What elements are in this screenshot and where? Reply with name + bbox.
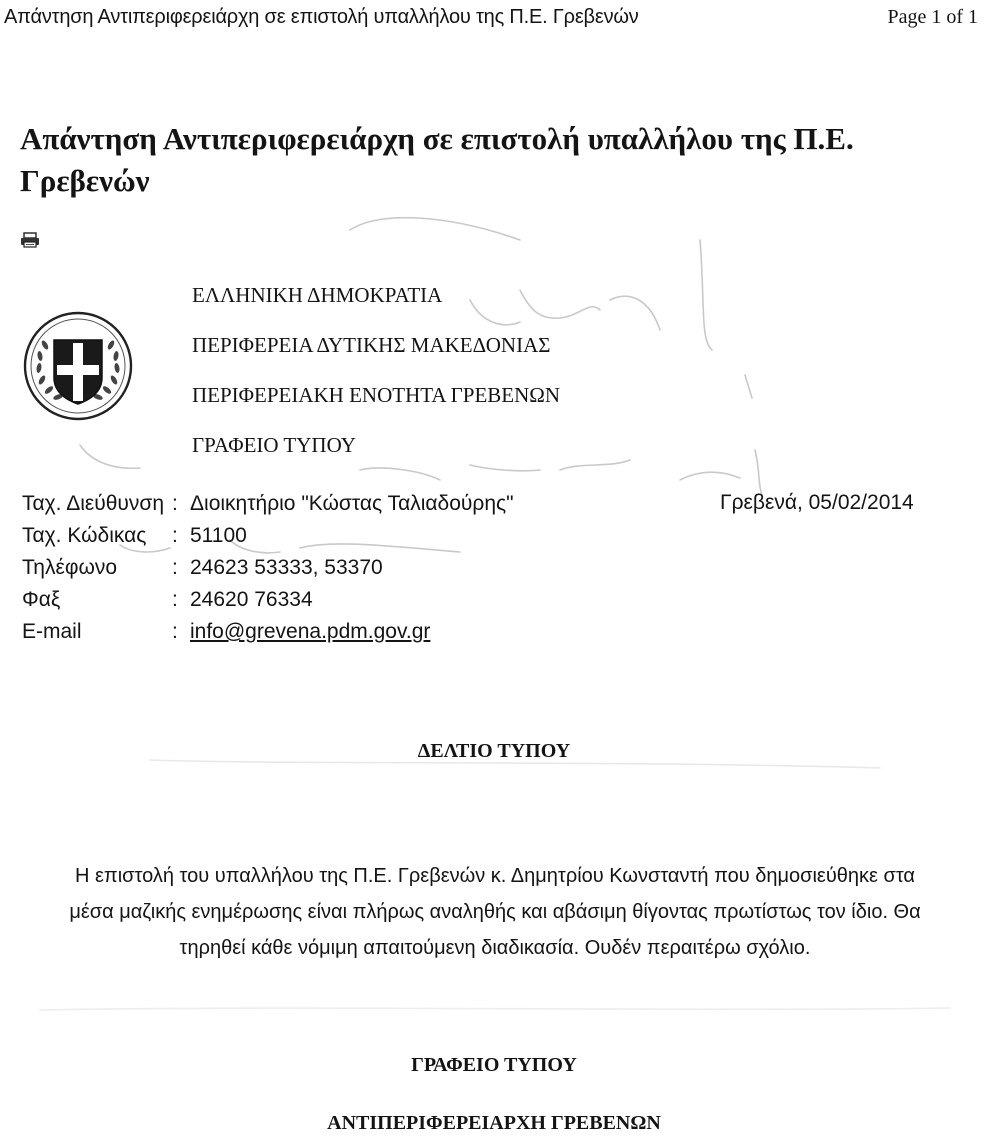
postal-label: Ταχ. Κώδικας [22,524,147,547]
org-line-republic: ΕΛΛΗΝΙΚΗ ΔΗΜΟΚΡΑΤΙΑ [192,283,443,307]
address-label: Ταχ. Διεύθυνση [22,492,165,515]
body-line: Η επιστολή του υπαλλήλου της Π.Ε. Γρεβενών κ. Δημητρίου Κωνσταντή που δημοσιεύθηκε στα [74,865,915,887]
page-title: Απάντηση Αντιπεριφερειάρχη σε επιστολή υπαλλήλου της Π.Ε. Γρεβενών [20,121,854,198]
page-indicator: Page 1 of 1 [887,6,978,28]
separator: : [172,492,178,515]
signature-name: ΑΝΤΙΠΕΡΙΦΕΡΕΙΑΡΧΗ ΓΡΕΒΕΝΩΝ [327,1112,661,1134]
phone-label: Τηλέφωνο [22,556,118,579]
separator: : [172,588,178,611]
contact-row-email [22,617,514,649]
separator: : [172,620,178,643]
press-release-heading: ΔΕΛΤΙΟ ΤΥΠΟΥ [417,740,571,762]
body-line: μέσα μαζικής ενημέρωσης είναι πλήρως αναληθής και αβάσιμη θίγοντας πρωτίστως τον ίδιο. Θα [69,901,921,923]
email-label: E-mail [22,620,82,643]
org-line-regional-unit: ΠΕΡΙΦΕΡΕΙΑΚΗ ΕΝΟΤΗΤΑ ΓΡΕΒΕΝΩΝ [192,383,561,407]
phone-value: 24623 53333, 53370 [190,556,383,579]
fax-label: Φαξ [22,588,61,611]
document-date: Γρεβενά, 05/02/2014 [720,491,914,514]
email-link[interactable]: info@grevena.pdm.gov.gr [190,620,431,643]
contact-row-phone [22,553,514,585]
postal-value: 51100 [190,524,247,547]
contact-row-postal [22,521,514,553]
print-icon[interactable] [20,232,40,248]
organization-header [192,280,560,480]
header-document-title: Απάντηση Αντιπεριφερειάρχη σε επιστολή υπαλλήλου της Π.Ε. Γρεβενών [4,6,639,28]
address-value: Διοικητήριο "Κώστας Ταλιαδούρης" [190,492,514,515]
fax-value: 24620 76334 [190,588,313,611]
signature-office: ΓΡΑΦΕΙΟ ΤΥΠΟΥ [411,1054,577,1076]
coat-of-arms-icon [22,310,134,422]
separator: : [172,556,178,579]
press-release-body [22,858,968,966]
org-line-region: ΠΕΡΙΦΕΡΕΙΑ ΔΥΤΙΚΗΣ ΜΑΚΕΔΟΝΙΑΣ [192,333,551,357]
body-line: τηρηθεί κάθε νόμιμη απαιτούμενη διαδικασία. Ουδέν περαιτέρω σχόλιο. [179,937,811,959]
contact-block [22,489,514,649]
separator: : [172,524,178,547]
contact-row-address [22,489,514,521]
contact-row-fax [22,585,514,617]
org-line-press-office: ΓΡΑΦΕΙΟ ΤΥΠΟΥ [192,433,356,457]
